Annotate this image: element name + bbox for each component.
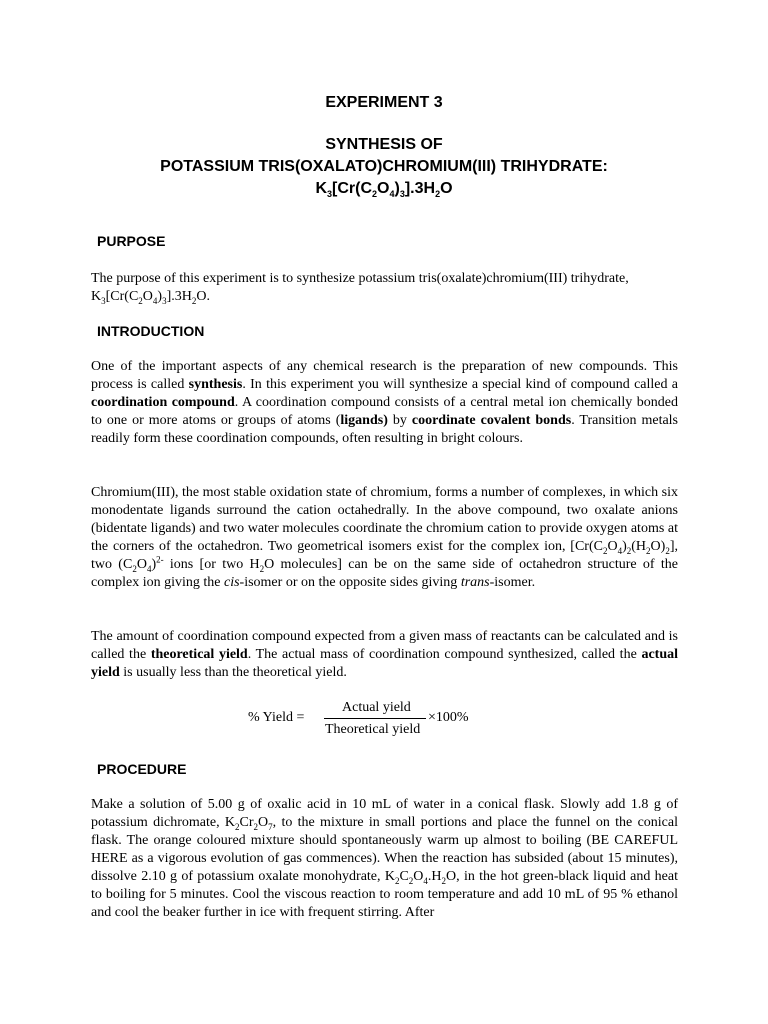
heading-introduction: INTRODUCTION [97, 323, 205, 339]
title-compound-name: POTASSIUM TRIS(OXALATO)CHROMIUM(III) TRIHYDRATE: [160, 158, 608, 175]
title-block [0, 92, 768, 200]
formula-multiplier: ×100% [428, 710, 469, 725]
title-synthesis-of: SYNTHESIS OF [325, 136, 443, 153]
intro-paragraph-2: Chromium(III), the most stable oxidation state of chromium, forms a number of complexes, in which six monodentate ligands surround the cation octahedrally. In the above compound, two oxalate anions (bidentate ligands) and two water molecules coordinate the chromium cation to provide oxygen atoms at the corners of the octahedron. Two geometrical isomers exist for the complex ion, $[Cr(C_2O_4)_2(H_2O)_2]$, two $(C_2O_4)^{2-}$ ions [or two $H_2O$ molecules] can be on the same side of octahedron structure of the complex ion giving the cis-isomer or on the opposite sides giving trans-isomer. [91, 485, 679, 590]
heading-procedure: PROCEDURE [97, 761, 187, 777]
formula-numerator: Actual yield [342, 700, 411, 715]
purpose-formula: $K_3[Cr(C_2O_4)_3].3H_2O$. [91, 289, 210, 306]
procedure-paragraph: Make a solution of 5.00 g of oxalic acid in 10 mL of water in a conical flask. Slowly add 1.8 g of potassium dichromate, $K_2Cr_2O_7$, to the mixture in small portions and place the funnel on the conical flask. The orange coloured mixture should spontaneously warm up almost to boiling (BE CAREFUL HERE as a vigorous evolution of gas commences). When the reaction has subsided (about 15 minutes), dissolve 2.10 g of potassium oxalate monohydrate, $K_2C_2O_4.H_2O$, in the hot green-black liquid and heat to boiling for 5 minutes. Cool the viscous reaction to room temperature and add 10 mL of 95 % ethanol and cool the beaker further in ice with frequent stirring. After [91, 797, 678, 920]
title-formula: $K_3[Cr(C_2O_4)_3].3H_2O$ [315, 180, 453, 200]
heading-purpose: PURPOSE [97, 233, 166, 249]
formula-lhs: % Yield = [248, 710, 305, 725]
experiment-number: EXPERIMENT 3 [325, 94, 443, 111]
intro-paragraph-3: The amount of coordination compound expected from a given mass of reactants can be calculated and is called the theoretical yield. The actual mass of coordination compound synthesized, called the actual yield is usually less than the theoretical yield. [91, 629, 678, 680]
intro-paragraph-1: One of the important aspects of any chemical research is the preparation of new compounds. This process is called synthesis. In this experiment you will synthesize a special kind of compound called a coordination compound. A coordination compound consists of a central metal ion chemically bonded to one or more atoms or groups of atoms (ligands) by coordinate covalent bonds. Transition metals readily form these coordination compounds, often resulting in bright colours. [91, 359, 679, 446]
fraction-bar [324, 718, 426, 719]
yield-formula [248, 700, 548, 744]
formula-denominator: Theoretical yield [325, 722, 421, 737]
purpose-paragraph: The purpose of this experiment is to synthesize potassium tris(oxalate)chromium(III) trihydrate, $K_3[Cr(C_2O_4)_3].3H_2O$. [91, 271, 629, 306]
